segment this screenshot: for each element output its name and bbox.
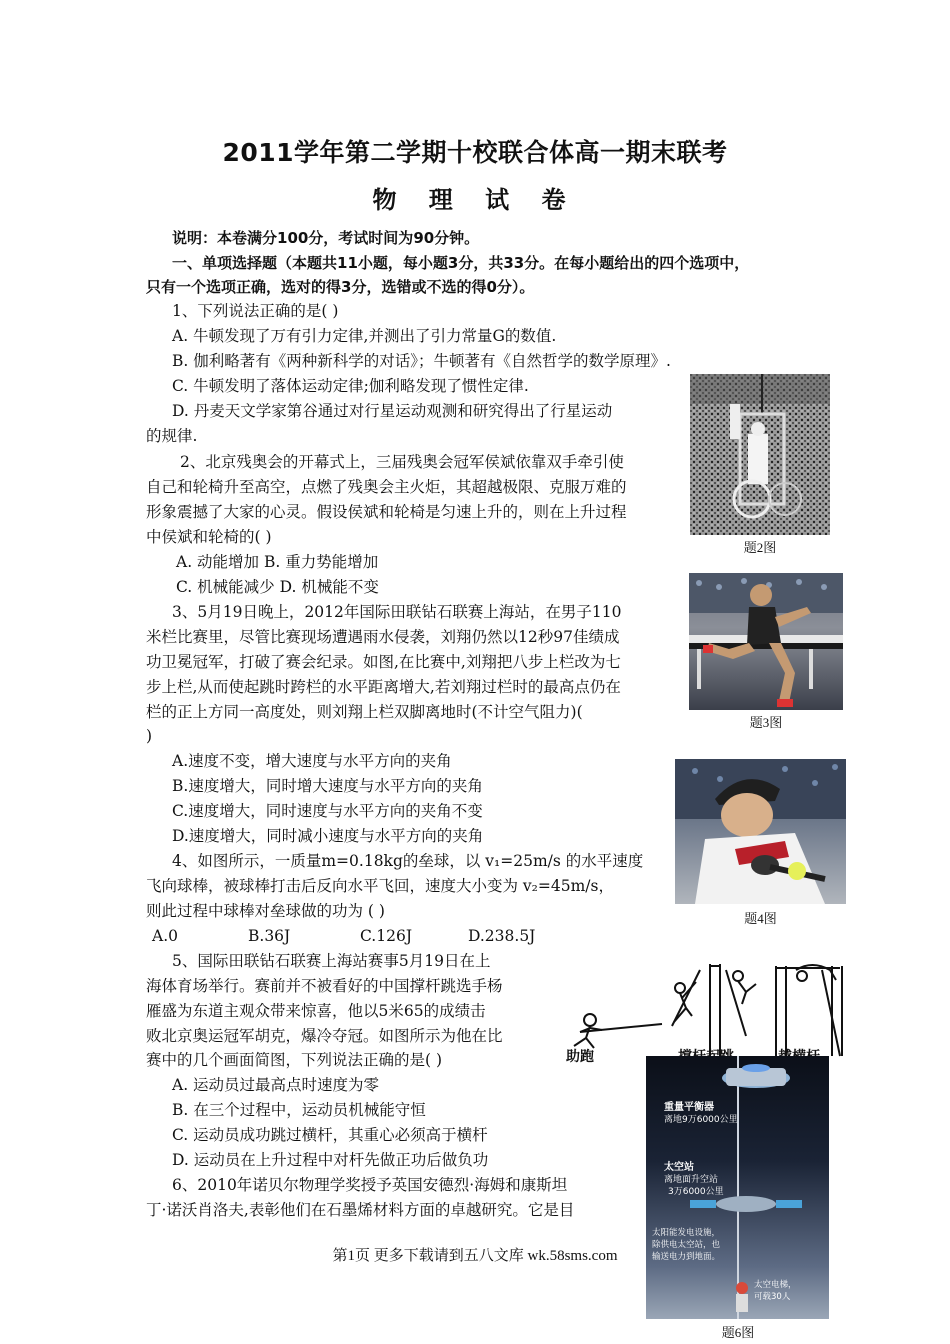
q4-option-a: A.0 [152,927,178,945]
q3-line1: 3、5月19日晚上，2012年国际田联钻石联赛上海站，在男子110 [172,603,622,621]
q1-option-d-cont: 的规律. [146,427,198,445]
figure-6-label-station: 太空站 [664,1162,694,1173]
q3-line2: 米栏比赛里，尽管比赛现场遭遇雨水侵袭，刘翔仍然以12秒97佳绩成 [146,628,620,646]
q1-option-a: A. 牛顿发现了万有引力定律,并测出了引力常量G的数值. [172,327,557,345]
section1-line1: 一、单项选择题（本题共11小题，每小题3分，共33分。在每小题给出的四个选项中， [172,254,750,272]
q5-line4: 败北京奥运冠军胡克，爆冷夺冠。如图所示为他在比 [146,1027,503,1045]
q3-option-a: A.速度不变，增大速度与水平方向的夹角 [172,752,452,770]
q6-line2: 丁·诺沃肖洛夫,表彰他们在石墨烯材料方面的卓越研究。它是目 [146,1201,575,1219]
figure-6-label-elevator2: 可载30人 [754,1292,791,1302]
figure-3-caption: 题3图 [749,715,783,730]
figure-2-caption: 题2图 [743,540,777,555]
q4-option-c: C.126J [360,927,413,945]
q2-line2: 自己和轮椅升至高空，点燃了残奥会主火炬，其超越极限、克服万难的 [146,478,627,496]
q1-option-d: D. 丹麦天文学家第谷通过对行星运动观测和研究得出了行星运动 [172,402,613,420]
q5-line2: 海体育场举行。赛前并不被看好的中国撑杆跳选手杨 [146,977,503,995]
instructions: 说明：本卷满分100分，考试时间为90分钟。 [172,229,480,247]
q3-line5: 栏的正上方同一高度处，则刘翔上栏双脚离地时(不计空气阻力)( [146,703,583,721]
q3-line4: 步上栏,从而使起跳时跨栏的水平距离增大,若刘翔过栏时的最高点仍在 [146,678,621,696]
section1-line2: 只有一个选项正确，选对的得3分，选错或不选的得0分）。 [146,278,535,296]
page-footer: 第1页 更多下载请到五八文库 wk.58sms.com [332,1248,618,1264]
q4-line1: 4、如图所示，一质量m=0.18kg的垒球，以 v₁=25m/s 的水平速度 [172,852,644,870]
q4-line3: 则此过程中球棒对垒球做的功为 ( ) [146,902,385,920]
q5-option-a: A. 运动员过最高点时速度为零 [172,1076,380,1094]
q3-line3: 功卫冕冠军，打破了赛会纪录。如图,在比赛中,刘翔把八步上栏改为七 [146,653,621,671]
figure-4-caption: 题4图 [744,911,777,926]
q3-option-d: D.速度增大，同时减小速度与水平方向的夹角 [172,827,484,845]
figure-6-label-solar3: 输送电力到地面。 [652,1252,721,1262]
q4-option-b: B.36J [248,927,291,945]
q4-option-d: D.238.5J [468,927,536,945]
q5-line5: 赛中的几个画面简图，下列说法正确的是( ) [146,1051,443,1069]
figure-6-label-solar1: 太阳能发电设施， [652,1228,721,1238]
page-subtitle: 物 理 试 卷 [372,186,578,214]
q2-options-ab: A. 动能增加 B. 重力势能增加 [176,553,379,571]
q1-stem: 1、下列说法正确的是( ) [172,302,339,320]
figure-2-photo [690,374,830,535]
q2-line4: 中侯斌和轮椅的( ) [146,528,272,546]
figure-6-label-station-alt1: 离地面升空站 [664,1175,719,1185]
figure-6-label-solar2: 除供电太空站，也 [652,1240,721,1250]
figure-4-photo [675,759,846,904]
q5-option-b: B. 在三个过程中，运动员机械能守恒 [172,1101,426,1119]
figure-6-caption: 题6图 [721,1325,755,1340]
q3-option-c: C.速度增大，同时速度与水平方向的夹角不变 [172,802,483,820]
figure-6-label-counterweight: 重量平衡器 [664,1102,714,1113]
figure-3-photo [689,573,843,710]
q3-option-b: B.速度增大，同时增大速度与水平方向的夹角 [172,777,483,795]
figure-5-label-run: 助跑 [566,1049,594,1065]
q5-option-d: D. 运动员在上升过程中对杆先做正功后做负功 [172,1151,489,1169]
q6-line1: 6、2010年诺贝尔物理学奖授予英国安德烈·海姆和康斯坦 [172,1176,568,1194]
q1-option-c: C. 牛顿发明了落体运动定律;伽利略发现了惯性定律. [172,377,529,395]
q5-line1: 5、国际田联钻石联赛上海站赛事5月19日在上 [172,952,491,970]
q5-line3: 雁盛为东道主观众带来惊喜，他以5米65的成绩击 [146,1002,486,1020]
q4-line2: 飞向球棒，被球棒打击后反向水平飞回，速度大小变为 v₂=45m/s， [146,877,614,895]
q5-option-c: C. 运动员成功跳过横杆，其重心必须高于横杆 [172,1126,488,1144]
q1-option-b: B. 伽利略著有《两种新科学的对话》；牛顿著有《自然哲学的数学原理》. [172,352,671,370]
q2-options-cd: C. 机械能减少 D. 机械能不变 [176,578,379,596]
figure-6-label-station-alt2: 3万6000公里 [668,1187,724,1197]
q3-line6: ) [146,727,153,745]
q2-line3: 形象震撼了大家的心灵。假设侯斌和轮椅是匀速上升的，则在上升过程 [146,503,627,521]
figure-6-infographic [646,1056,829,1319]
figure-6-label-elevator1: 太空电梯， [754,1280,797,1290]
page-title: 2011学年第二学期十校联合体高一期末联考 [222,138,728,167]
figure-6-label-counterweight-alt: 离地9万6000公里 [664,1115,738,1125]
q2-line1: 2、北京残奥会的开幕式上，三届残奥会冠军侯斌依靠双手牵引使 [180,453,624,471]
